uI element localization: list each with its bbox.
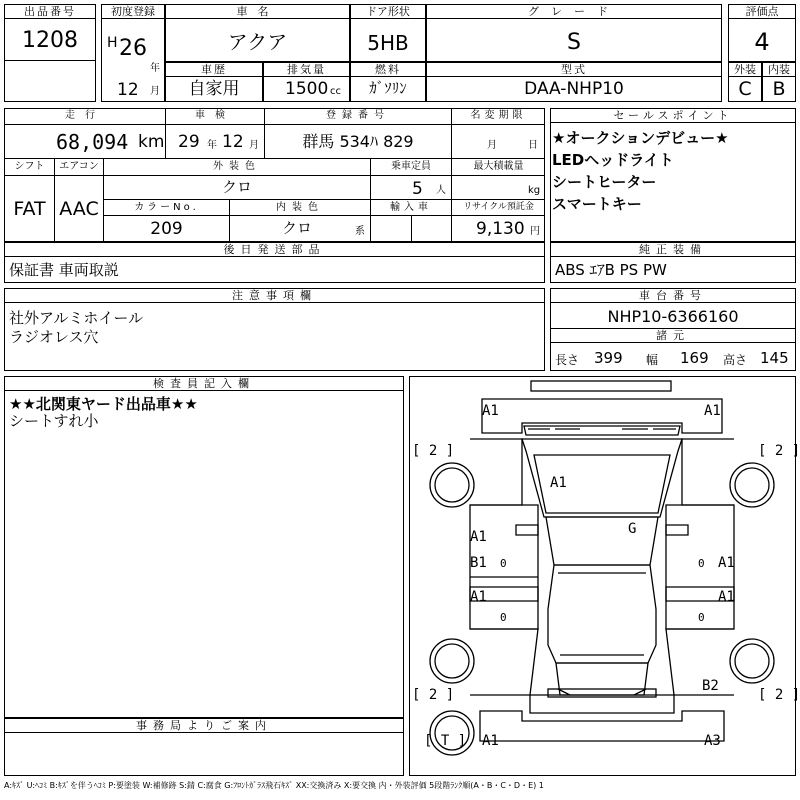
inspection-month-unit: 月 xyxy=(249,140,259,151)
mark-rear-door-l: A1 xyxy=(470,589,487,605)
ext-color-value: クロ xyxy=(221,178,252,196)
color-no-value: 209 xyxy=(150,219,183,239)
first-reg-month: 12 xyxy=(117,80,139,100)
color-no-label: カラーNo. xyxy=(134,202,199,213)
wheel-front-right xyxy=(730,463,774,507)
shift-value: FAT xyxy=(13,198,46,220)
mark-trunk: [ T ] xyxy=(424,733,467,749)
inspector-label: 検査員記入欄 xyxy=(5,377,403,391)
fuel-label: 燃料 xyxy=(351,63,425,77)
mark-zero-l1: 0 xyxy=(500,557,507,570)
mark-zero-r2: 0 xyxy=(698,611,705,624)
history-label: 車歴 xyxy=(166,63,262,77)
recycle-value: 9,130 xyxy=(476,219,525,239)
mileage-value: 68,094 xyxy=(56,130,129,154)
chassis-label: 車台番号 xyxy=(551,289,795,303)
mark-rear-left: A1 xyxy=(482,733,499,749)
model-label: 型式 xyxy=(427,63,721,77)
sales-point-3: シートヒーター xyxy=(552,173,657,191)
mark-bracket-tr: [ 2 ] xyxy=(758,443,800,459)
ext-color-label: 外装色 xyxy=(213,161,261,172)
sales-point-1: ★オークションデビュー★ xyxy=(552,129,729,147)
mark-rear-right: A3 xyxy=(704,733,721,749)
displacement-unit: cc xyxy=(330,86,341,97)
mark-front-door-l2: B1 xyxy=(470,555,487,571)
inspection-year-unit: 年 xyxy=(207,140,217,151)
mark-windshield: G xyxy=(628,521,637,537)
office-label: 事務局よりご案内 xyxy=(5,719,403,733)
wheel-rear-left xyxy=(430,639,474,683)
length-value: 399 xyxy=(594,349,623,367)
int-color-unit: 系 xyxy=(355,226,365,237)
mileage-label: 走行 xyxy=(65,110,105,121)
mark-door-r: A1 xyxy=(718,555,735,571)
mark-zero-l2: 0 xyxy=(500,611,507,624)
displacement-label: 排気量 xyxy=(264,63,349,77)
name-change-label: 名変期限 xyxy=(470,110,527,121)
int-color-value: クロ xyxy=(282,219,313,237)
length-label: 長さ xyxy=(555,353,580,367)
door-value: 5HB xyxy=(367,31,409,55)
notes-line-2: ラジオレス穴 xyxy=(9,328,99,346)
mark-bracket-br: [ 2 ] xyxy=(758,687,800,703)
notes-line-1: 社外アルミホイール xyxy=(9,309,144,327)
car-name: アクア xyxy=(227,30,288,54)
capacity-label: 乗車定員 xyxy=(391,161,431,172)
chassis-value: NHP10-6366160 xyxy=(607,307,739,326)
first-reg-year: 26 xyxy=(119,36,147,61)
notes-label: 注意事項欄 xyxy=(5,289,544,303)
wheel-rear-right xyxy=(730,639,774,683)
rear-bumper xyxy=(480,711,724,741)
later-parts-value: 保証書 車両取説 xyxy=(9,261,119,279)
front-bumper xyxy=(482,399,722,433)
car-name-label: 車名 xyxy=(166,5,349,19)
month-unit: 月 xyxy=(150,86,160,97)
mark-bracket-bl: [ 2 ] xyxy=(412,687,455,703)
recycle-label: リサイクル預託金 xyxy=(463,202,534,212)
model-value: DAA-NHP10 xyxy=(524,79,624,99)
equipment-value: ABS ｴｱB PS PW xyxy=(555,261,667,279)
import-label: 輸入車 xyxy=(390,202,432,213)
interior-value: B xyxy=(772,78,786,100)
grade-label: グレード xyxy=(427,5,721,19)
sales-point-2: LEDヘッドライト xyxy=(552,151,674,169)
shift-label: シフト xyxy=(14,161,45,172)
hood xyxy=(522,439,682,517)
fuel-value: ｶﾞｿﾘﾝ xyxy=(369,79,407,97)
height-label: 高さ xyxy=(723,353,748,367)
mileage-unit: km xyxy=(138,132,165,152)
recycle-unit: 円 xyxy=(530,226,540,237)
inspection-label: 車検 xyxy=(195,110,235,121)
mark-rear-door-r: A1 xyxy=(718,589,735,605)
damage-diagram xyxy=(409,376,800,776)
height-value: 145 xyxy=(760,349,789,367)
mark-front-door-l1: A1 xyxy=(470,529,487,545)
exterior-label: 外装 xyxy=(729,63,761,77)
roof xyxy=(548,565,656,663)
score-value: 4 xyxy=(754,28,770,56)
plate-label: 登録番号 xyxy=(326,110,390,121)
inspection-month: 12 xyxy=(222,132,244,152)
inspector-line-1: ★★北関東ヤード出品車★★ xyxy=(9,395,198,413)
era: H xyxy=(107,35,118,51)
specs-label: 諸元 xyxy=(551,329,795,343)
mark-front-right: A1 xyxy=(704,403,721,419)
lot-label: 出品番号 xyxy=(5,5,95,19)
ac-value: AAC xyxy=(59,198,99,220)
inspection-year: 29 xyxy=(178,132,200,152)
windshield xyxy=(546,517,658,565)
history-value: 自家用 xyxy=(188,79,240,99)
mark-zero-r1: 0 xyxy=(698,557,705,570)
equipment-label: 純正装備 xyxy=(551,243,795,257)
interior-label: 内装 xyxy=(763,63,795,77)
score-label: 評価点 xyxy=(729,5,795,19)
load-unit: kg xyxy=(528,185,541,196)
lot-value: 1208 xyxy=(22,28,78,53)
width-label: 幅 xyxy=(646,353,659,367)
trunk xyxy=(530,695,674,713)
sales-point-4: スマートキー xyxy=(552,195,642,213)
legend: A:ｷｽﾞ U:ﾍｺﾐ B:ｷｽﾞを伴うﾍｺﾐ P:要塗装 W:補修跡 S:錆 C:腐食 G:ﾌﾛﾝﾄｶﾞﾗｽ飛石ｷｽﾞ XX:交換済み X:要交換 内・外装評価 5段階ﾗﾝｸ順(A・B・C・D・E) 1 xyxy=(4,781,544,790)
exterior-value: C xyxy=(738,78,752,100)
int-color-label: 内装色 xyxy=(276,202,324,213)
plate-value: 群馬 534ﾊ 829 xyxy=(302,132,414,151)
later-parts-label: 後日発送部品 xyxy=(5,243,544,257)
car-diagram-svg xyxy=(410,377,800,775)
ac-label: エアコン xyxy=(59,161,99,172)
capacity-value: 5 xyxy=(412,179,423,199)
load-label: 最大積載量 xyxy=(473,161,524,172)
inspector-line-2: シートすれ小 xyxy=(9,412,99,430)
grade-value: S xyxy=(567,30,581,55)
wheel-front-left xyxy=(430,463,474,507)
displacement-value: 1500 xyxy=(285,79,329,99)
width-value: 169 xyxy=(680,349,709,367)
name-change-month: 月 xyxy=(487,140,497,151)
capacity-unit: 人 xyxy=(436,185,446,196)
mark-rear-fender-r: B2 xyxy=(702,678,719,694)
name-change-day: 日 xyxy=(528,140,538,151)
mark-hood: A1 xyxy=(550,475,567,491)
mark-front-left: A1 xyxy=(482,403,499,419)
year-unit: 年 xyxy=(150,63,160,74)
sales-points-label: セールスポイント xyxy=(551,109,795,123)
first-reg-label: 初度登録 xyxy=(102,5,164,19)
mark-bracket-tl: [ 2 ] xyxy=(412,443,455,459)
front-bumper-top xyxy=(531,381,671,391)
door-label: ドア形状 xyxy=(351,5,425,19)
